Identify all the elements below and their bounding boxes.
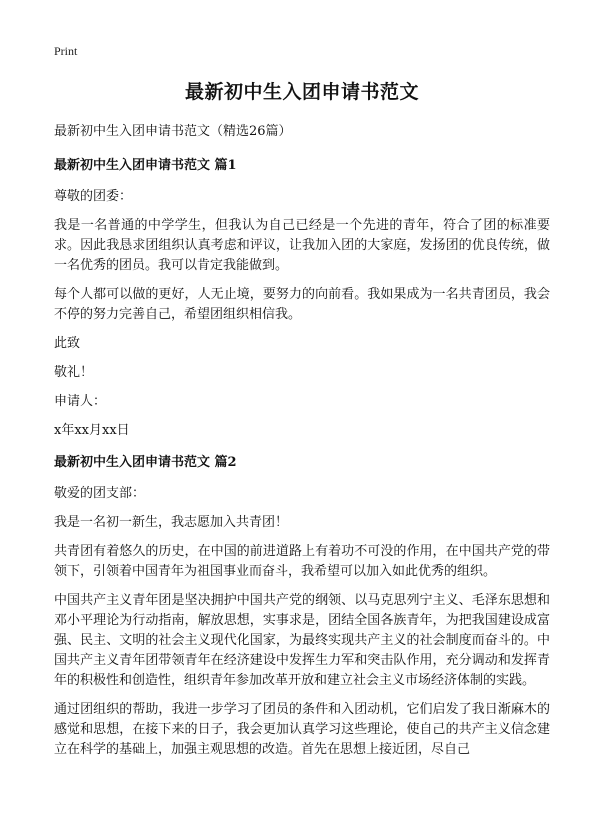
body-paragraph: 我是一名初一新生，我志愿加入共青团！: [54, 515, 289, 530]
salutation: 敬爱的团支部：: [54, 486, 146, 501]
body-paragraph: 中国共产主义青年团是坚决拥护中国共产党的纲领、以马克思列宁主义、毛泽东思想和邓小平理论为行动指南，解放思想，实事求是，团结全国各族青年，为把我国建设成富强、民主、文明的社会主义现代化国家，为最终实现共产主义的社会制度而奋斗的。中国共产主义青年团带领青年在经济建设中发挥生力军和突击队作用，充分调动和发挥青年的积极性和创造性，组织青年参加改革开放和建立社会主义市场经济体制的实践。: [54, 593, 550, 688]
salutation: 尊敬的团委：: [54, 189, 133, 204]
date-line: x年xx月xx日: [54, 423, 130, 438]
section-1: [54, 156, 550, 441]
print-link[interactable]: Print: [54, 44, 78, 58]
section-heading: 最新初中生入团申请书范文 篇2: [54, 455, 237, 470]
page-title: 最新初中生入团申请书范文: [184, 81, 419, 103]
document-subtitle: 最新初中生入团申请书范文（精选26篇）: [54, 124, 292, 139]
body-paragraph: 我是一名普通的中学学生，但我认为自己已经是一个先进的青年，符合了团的标准要求。因此我恳求团组织认真考虑和评议，让我加入团的大家庭，发扬团的优良传统，做一名优秀的团员。我可以肯定我能做到。: [54, 218, 550, 273]
body-paragraph: 每个人都可以做的更好，人无止境，要努力的向前看。我如果成为一名共青团员，我会不停的努力完善自己，希望团组织相信我。: [54, 287, 550, 322]
document-page: [54, 78, 550, 769]
section-heading: 最新初中生入团申请书范文 篇1: [54, 158, 237, 173]
body-paragraph: 共青团有着悠久的历史，在中国的前进道路上有着功不可没的作用，在中国共产党的带领下，引领着中国青年为祖国事业而奋斗，我希望可以加入如此优秀的组织。: [54, 544, 550, 579]
closing-line: 敬礼！: [54, 365, 94, 380]
closing-line: 此致: [54, 336, 81, 351]
body-paragraph: 通过团组织的帮助，我进一步学习了团员的条件和入团动机，它们启发了我日渐麻木的感觉和思想，在接下来的日子，我会更加认真学习这些理论，使自己的共产主义信念建立在科学的基础上，加强主观思想的改造。首先在思想上接近团，尽自己: [54, 702, 550, 757]
section-2: [54, 453, 550, 760]
applicant-label: 申请人：: [54, 394, 107, 409]
